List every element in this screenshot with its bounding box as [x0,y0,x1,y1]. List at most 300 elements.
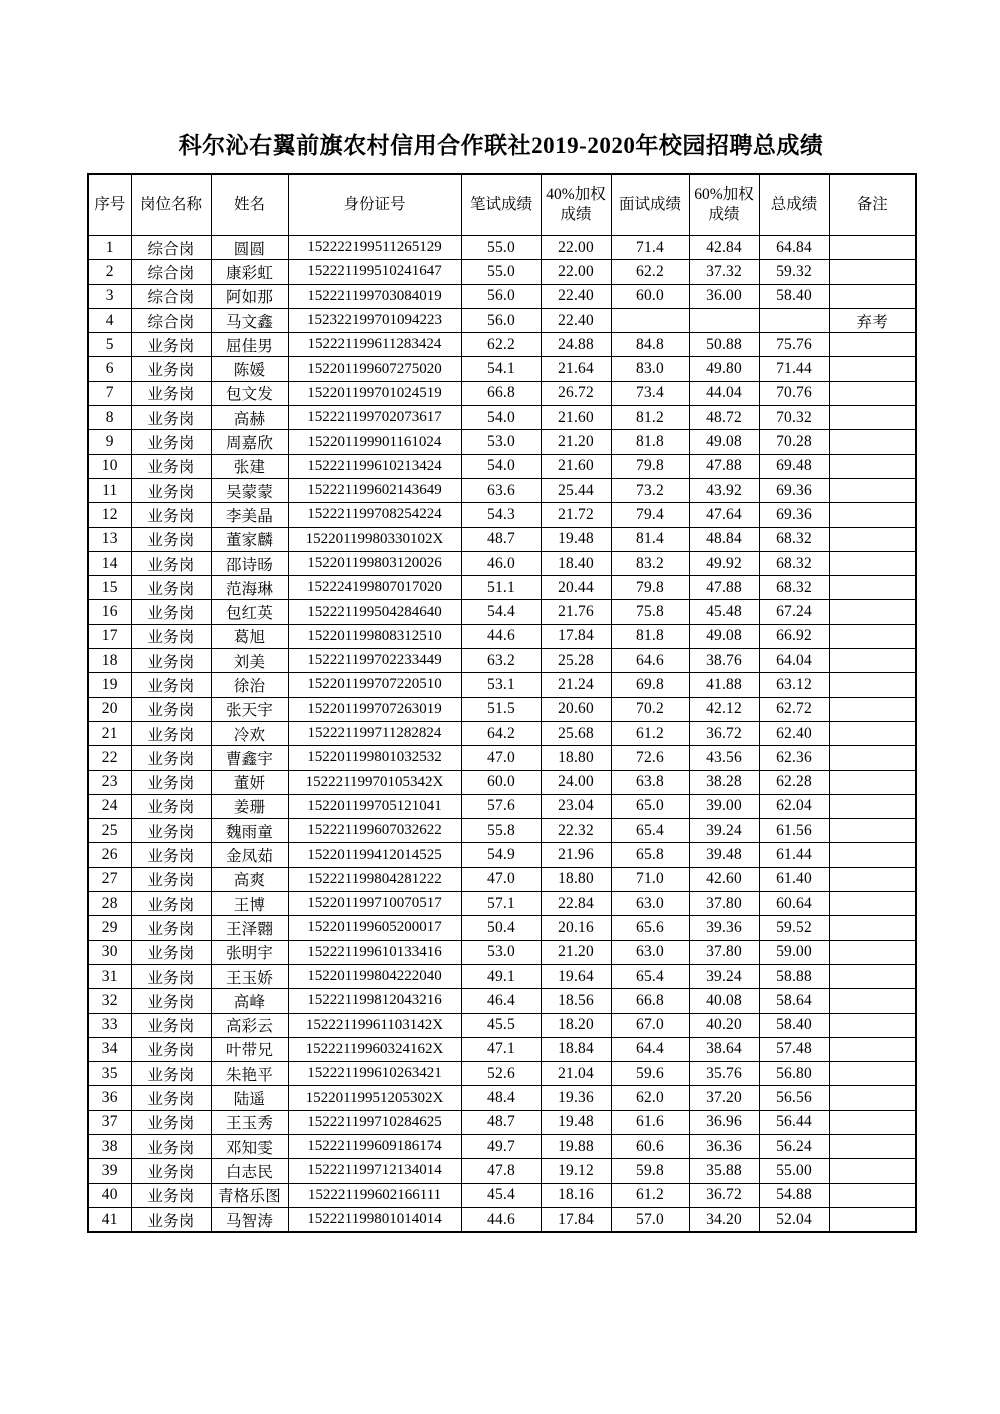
cell-no: 7 [88,381,131,405]
cell-name: 屈佳男 [211,333,288,357]
cell-weighted60: 37.32 [689,260,759,284]
cell-weighted40: 18.84 [541,1037,611,1061]
cell-total: 54.88 [759,1183,829,1207]
cell-written: 46.0 [461,551,541,575]
cell-interview: 62.0 [611,1086,689,1110]
cell-remark [829,1134,916,1158]
cell-weighted60: 36.96 [689,1110,759,1134]
cell-written: 52.6 [461,1062,541,1086]
cell-weighted40: 19.48 [541,527,611,551]
cell-weighted60: 39.24 [689,964,759,988]
cell-id: 152222199511265129 [288,236,461,260]
column-header-weighted40: 40%加权成绩 [541,174,611,236]
cell-written: 62.2 [461,333,541,357]
cell-post: 业务岗 [131,1086,211,1110]
cell-post: 业务岗 [131,478,211,502]
column-header-written: 笔试成绩 [461,174,541,236]
cell-total: 64.04 [759,649,829,673]
cell-weighted40: 19.88 [541,1134,611,1158]
table-row [88,576,916,600]
cell-id: 152201199901161024 [288,430,461,454]
cell-name: 高彩云 [211,1013,288,1037]
cell-interview: 61.2 [611,721,689,745]
cell-no: 9 [88,430,131,454]
cell-written: 51.5 [461,697,541,721]
cell-remark [829,746,916,770]
cell-weighted60: 40.08 [689,989,759,1013]
cell-weighted60: 47.88 [689,454,759,478]
cell-remark [829,940,916,964]
cell-remark [829,576,916,600]
cell-post: 业务岗 [131,819,211,843]
cell-total: 68.32 [759,576,829,600]
cell-name: 阿如那 [211,284,288,308]
table-row [88,746,916,770]
cell-post: 业务岗 [131,527,211,551]
cell-id: 152221199602166111 [288,1183,461,1207]
table-row [88,600,916,624]
cell-remark [829,1037,916,1061]
cell-post: 业务岗 [131,357,211,381]
cell-written: 54.1 [461,357,541,381]
cell-remark [829,478,916,502]
cell-interview: 65.4 [611,819,689,843]
cell-interview: 79.8 [611,454,689,478]
cell-id: 152221199602143649 [288,478,461,502]
cell-written: 53.1 [461,673,541,697]
cell-post: 业务岗 [131,916,211,940]
cell-weighted40: 17.84 [541,624,611,648]
cell-remark [829,624,916,648]
cell-no: 17 [88,624,131,648]
table-row [88,551,916,575]
cell-weighted60: 48.84 [689,527,759,551]
cell-id: 152221199510241647 [288,260,461,284]
cell-written: 49.7 [461,1134,541,1158]
cell-post: 业务岗 [131,843,211,867]
column-header-total: 总成绩 [759,174,829,236]
cell-no: 10 [88,454,131,478]
cell-weighted60 [689,308,759,332]
table-row [88,1159,916,1183]
cell-name: 张明宇 [211,940,288,964]
cell-post: 业务岗 [131,600,211,624]
cell-interview: 61.2 [611,1183,689,1207]
cell-weighted60: 39.36 [689,916,759,940]
cell-no: 31 [88,964,131,988]
cell-id: 152201199801032532 [288,746,461,770]
cell-post: 综合岗 [131,260,211,284]
cell-name: 王博 [211,892,288,916]
column-header-post: 岗位名称 [131,174,211,236]
cell-name: 马智涛 [211,1207,288,1232]
cell-interview: 57.0 [611,1207,689,1232]
cell-name: 金凤茹 [211,843,288,867]
cell-remark [829,697,916,721]
cell-written: 46.4 [461,989,541,1013]
cell-interview: 71.4 [611,236,689,260]
cell-name: 董妍 [211,770,288,794]
cell-id: 152221199804281222 [288,867,461,891]
cell-weighted60: 48.72 [689,406,759,430]
table-row [88,1037,916,1061]
cell-no: 27 [88,867,131,891]
cell-remark [829,527,916,551]
cell-post: 业务岗 [131,673,211,697]
cell-interview: 59.8 [611,1159,689,1183]
cell-total: 62.04 [759,794,829,818]
cell-id: 152221199710284625 [288,1110,461,1134]
cell-id: 152201199710070517 [288,892,461,916]
cell-id: 152221199610263421 [288,1062,461,1086]
cell-weighted60: 38.76 [689,649,759,673]
cell-written: 47.8 [461,1159,541,1183]
cell-weighted40: 20.16 [541,916,611,940]
table-row [88,357,916,381]
table-row [88,721,916,745]
cell-written: 57.6 [461,794,541,818]
cell-name: 邓知雯 [211,1134,288,1158]
cell-id: 152201199707263019 [288,697,461,721]
cell-interview: 81.4 [611,527,689,551]
cell-remark [829,649,916,673]
cell-id: 152221199801014014 [288,1207,461,1232]
cell-interview: 81.8 [611,430,689,454]
cell-post: 业务岗 [131,576,211,600]
cell-interview: 70.2 [611,697,689,721]
cell-name: 陈媛 [211,357,288,381]
table-row [88,236,916,260]
cell-total: 75.76 [759,333,829,357]
cell-written: 55.0 [461,236,541,260]
cell-post: 业务岗 [131,624,211,648]
column-header-name: 姓名 [211,174,288,236]
cell-weighted60: 36.36 [689,1134,759,1158]
cell-weighted40: 21.04 [541,1062,611,1086]
cell-no: 36 [88,1086,131,1110]
cell-weighted60: 37.80 [689,940,759,964]
cell-remark: 弃考 [829,308,916,332]
cell-weighted60: 39.48 [689,843,759,867]
cell-total: 55.00 [759,1159,829,1183]
cell-weighted40: 18.20 [541,1013,611,1037]
cell-remark [829,381,916,405]
cell-total [759,308,829,332]
cell-no: 24 [88,794,131,818]
cell-id: 15222119970105342X [288,770,461,794]
cell-weighted40: 25.28 [541,649,611,673]
cell-name: 吴蒙蒙 [211,478,288,502]
cell-no: 37 [88,1110,131,1134]
cell-total: 56.56 [759,1086,829,1110]
column-header-id: 身份证号 [288,174,461,236]
cell-remark [829,406,916,430]
table-row [88,624,916,648]
cell-weighted60: 39.24 [689,819,759,843]
cell-no: 35 [88,1062,131,1086]
cell-id: 15222119961103142X [288,1013,461,1037]
cell-remark [829,1110,916,1134]
cell-total: 56.24 [759,1134,829,1158]
cell-name: 高爽 [211,867,288,891]
cell-interview: 63.0 [611,892,689,916]
cell-remark [829,794,916,818]
cell-written: 45.5 [461,1013,541,1037]
cell-weighted40: 21.76 [541,600,611,624]
cell-written: 48.7 [461,527,541,551]
cell-weighted60: 35.76 [689,1062,759,1086]
cell-weighted40: 24.88 [541,333,611,357]
cell-interview: 64.6 [611,649,689,673]
cell-remark [829,1062,916,1086]
cell-written: 44.6 [461,624,541,648]
cell-no: 12 [88,503,131,527]
table-row [88,1134,916,1158]
cell-id: 152221199712134014 [288,1159,461,1183]
cell-post: 业务岗 [131,454,211,478]
cell-id: 152221199607032622 [288,819,461,843]
cell-no: 2 [88,260,131,284]
cell-weighted40: 23.04 [541,794,611,818]
cell-no: 30 [88,940,131,964]
table-row [88,916,916,940]
cell-id: 152221199812043216 [288,989,461,1013]
cell-weighted60: 35.88 [689,1159,759,1183]
cell-no: 28 [88,892,131,916]
scores-table [87,173,917,1233]
table-row [88,1086,916,1110]
table-row [88,1183,916,1207]
cell-name: 高赫 [211,406,288,430]
cell-interview: 79.8 [611,576,689,600]
cell-interview: 65.0 [611,794,689,818]
cell-no: 21 [88,721,131,745]
cell-written: 55.8 [461,819,541,843]
table-row [88,527,916,551]
cell-total: 70.76 [759,381,829,405]
cell-total: 61.56 [759,819,829,843]
cell-name: 范海琳 [211,576,288,600]
cell-weighted60: 42.84 [689,236,759,260]
cell-written: 48.4 [461,1086,541,1110]
cell-weighted40: 18.80 [541,746,611,770]
table-row [88,308,916,332]
table-row [88,673,916,697]
cell-interview: 73.2 [611,478,689,502]
cell-interview: 84.8 [611,333,689,357]
cell-interview: 60.6 [611,1134,689,1158]
cell-written: 54.3 [461,503,541,527]
cell-total: 62.28 [759,770,829,794]
cell-weighted40: 22.40 [541,308,611,332]
cell-total: 60.64 [759,892,829,916]
cell-id: 152221199703084019 [288,284,461,308]
cell-weighted40: 21.20 [541,940,611,964]
cell-written: 47.0 [461,746,541,770]
cell-interview: 59.6 [611,1062,689,1086]
cell-weighted60: 42.12 [689,697,759,721]
cell-post: 综合岗 [131,308,211,332]
cell-total: 71.44 [759,357,829,381]
cell-interview: 81.2 [611,406,689,430]
cell-no: 11 [88,478,131,502]
cell-id: 152201199701024519 [288,381,461,405]
cell-remark [829,454,916,478]
cell-written: 56.0 [461,308,541,332]
cell-post: 业务岗 [131,1037,211,1061]
cell-post: 业务岗 [131,867,211,891]
cell-remark [829,892,916,916]
cell-remark [829,989,916,1013]
cell-remark [829,867,916,891]
cell-post: 业务岗 [131,697,211,721]
cell-written: 47.0 [461,867,541,891]
cell-interview: 69.8 [611,673,689,697]
cell-no: 6 [88,357,131,381]
cell-total: 68.32 [759,551,829,575]
cell-no: 13 [88,527,131,551]
cell-no: 34 [88,1037,131,1061]
cell-total: 70.32 [759,406,829,430]
cell-id: 15220119980330102X [288,527,461,551]
cell-weighted60: 49.80 [689,357,759,381]
cell-weighted40: 19.36 [541,1086,611,1110]
cell-interview: 79.4 [611,503,689,527]
cell-no: 29 [88,916,131,940]
cell-id: 152201199607275020 [288,357,461,381]
table-row [88,892,916,916]
cell-written: 54.4 [461,600,541,624]
table-row [88,381,916,405]
cell-interview: 83.0 [611,357,689,381]
cell-written: 47.1 [461,1037,541,1061]
cell-weighted40: 20.60 [541,697,611,721]
cell-name: 邵诗旸 [211,551,288,575]
cell-weighted60: 50.88 [689,333,759,357]
cell-post: 业务岗 [131,1134,211,1158]
cell-name: 白志民 [211,1159,288,1183]
cell-weighted40: 21.72 [541,503,611,527]
cell-written: 63.6 [461,478,541,502]
cell-interview: 65.6 [611,916,689,940]
table-row [88,794,916,818]
cell-name: 高峰 [211,989,288,1013]
cell-id: 152221199702233449 [288,649,461,673]
cell-remark [829,333,916,357]
cell-no: 5 [88,333,131,357]
cell-weighted60: 49.92 [689,551,759,575]
table-body [88,236,916,1233]
cell-weighted40: 21.64 [541,357,611,381]
cell-interview: 73.4 [611,381,689,405]
cell-weighted40: 21.60 [541,406,611,430]
cell-post: 综合岗 [131,236,211,260]
cell-remark [829,916,916,940]
cell-weighted60: 39.00 [689,794,759,818]
cell-post: 业务岗 [131,892,211,916]
cell-written: 64.2 [461,721,541,745]
column-header-weighted60: 60%加权成绩 [689,174,759,236]
page-title: 科尔沁右翼前旗农村信用合作联社2019-2020年校园招聘总成绩 [178,133,824,158]
cell-post: 业务岗 [131,746,211,770]
cell-weighted40: 18.16 [541,1183,611,1207]
cell-interview: 72.6 [611,746,689,770]
cell-weighted60: 34.20 [689,1207,759,1232]
cell-weighted40: 19.12 [541,1159,611,1183]
cell-written: 66.8 [461,381,541,405]
cell-interview: 67.0 [611,1013,689,1037]
cell-post: 业务岗 [131,721,211,745]
cell-id: 152201199705121041 [288,794,461,818]
cell-remark [829,551,916,575]
cell-post: 业务岗 [131,1013,211,1037]
cell-written: 60.0 [461,770,541,794]
cell-interview: 83.2 [611,551,689,575]
cell-id: 152221199504284640 [288,600,461,624]
cell-total: 62.40 [759,721,829,745]
cell-total: 68.32 [759,527,829,551]
column-header-remark: 备注 [829,174,916,236]
cell-no: 14 [88,551,131,575]
table-row [88,1207,916,1232]
cell-no: 8 [88,406,131,430]
cell-id: 152224199807017020 [288,576,461,600]
cell-weighted40: 20.44 [541,576,611,600]
cell-written: 53.0 [461,940,541,964]
cell-name: 包文发 [211,381,288,405]
cell-remark [829,843,916,867]
cell-weighted40: 25.44 [541,478,611,502]
table-row [88,478,916,502]
cell-written: 57.1 [461,892,541,916]
cell-weighted60: 47.88 [689,576,759,600]
cell-name: 魏雨童 [211,819,288,843]
cell-interview: 63.0 [611,940,689,964]
cell-no: 19 [88,673,131,697]
cell-total: 63.12 [759,673,829,697]
cell-id: 152201199605200017 [288,916,461,940]
cell-weighted60: 43.92 [689,478,759,502]
cell-total: 59.52 [759,916,829,940]
cell-weighted60: 43.56 [689,746,759,770]
cell-weighted40: 21.96 [541,843,611,867]
cell-written: 44.6 [461,1207,541,1232]
cell-weighted60: 36.72 [689,721,759,745]
cell-no: 4 [88,308,131,332]
cell-total: 59.32 [759,260,829,284]
cell-weighted40: 21.20 [541,430,611,454]
table-row [88,430,916,454]
table-row [88,843,916,867]
cell-id: 15222119960324162X [288,1037,461,1061]
cell-post: 业务岗 [131,1110,211,1134]
cell-post: 业务岗 [131,649,211,673]
cell-weighted60: 40.20 [689,1013,759,1037]
cell-weighted40: 18.40 [541,551,611,575]
column-header-no: 序号 [88,174,131,236]
table-row [88,1062,916,1086]
cell-no: 20 [88,697,131,721]
cell-weighted60: 45.48 [689,600,759,624]
cell-interview: 61.6 [611,1110,689,1134]
cell-remark [829,236,916,260]
table-row [88,649,916,673]
cell-weighted40: 25.68 [541,721,611,745]
cell-name: 朱艳平 [211,1062,288,1086]
cell-interview: 60.0 [611,284,689,308]
cell-remark [829,721,916,745]
cell-name: 葛旭 [211,624,288,648]
